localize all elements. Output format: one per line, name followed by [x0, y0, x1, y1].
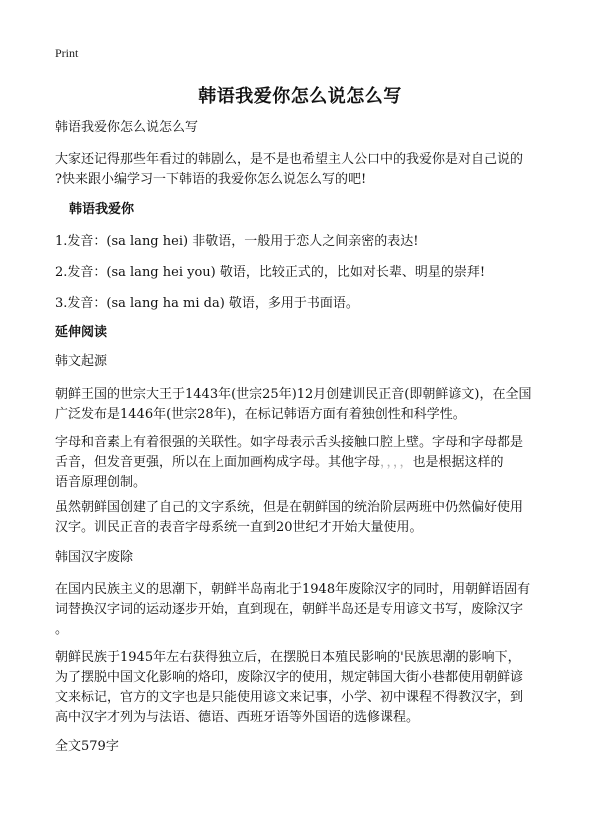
- section-heading: 韩语我爱你: [69, 202, 135, 217]
- abolish-p2-line-1: 朝鲜民族于1945年左右获得独立后，在摆脱日本殖民影响的'民族思潮的影响下，: [55, 650, 521, 665]
- intro-line-2: ?快来跟小编学习一下韩语的我爱你怎么说怎么写的吧!: [55, 172, 367, 187]
- intro-line-1: 大家还记得那些年看过的韩剧么，是不是也希望主人公口中的我爱你是对自己说的: [55, 152, 524, 167]
- origin-p2-line-2-dots: ，，，，: [380, 455, 413, 470]
- abolish-paragraph-2: [55, 648, 547, 728]
- origin-p1-line-2: 广泛发布是1446年(世宗28年)，在标记韩语方面有着独创性和科学性。: [55, 407, 466, 422]
- origin-p2-line-1: 字母和音素上有着很强的关联性。如字母表示舌头接触口腔上壁。字母和字母都是: [55, 435, 524, 450]
- page-title: 韩语我爱你怎么说怎么写: [198, 86, 402, 107]
- abolish-p1-line-1: 在国内民族主义的思潮下，朝鲜半岛南北于1948年废除汉字的同时，用朝鲜语固有: [55, 582, 531, 597]
- origin-p2-line-2-b: 也是根据这样的: [412, 455, 504, 470]
- origin-paragraph-3: [55, 498, 547, 538]
- print-link[interactable]: Print: [55, 46, 79, 60]
- list-item-1: 1.发音：(sa lang hei) 非敬语，一般用于恋人之间亲密的表达!: [55, 234, 419, 249]
- list-item-2: 2.发音：(sa lang hei you) 敬语，比较正式的，比如对长辈、明星的崇拜!: [55, 265, 486, 280]
- abolish-p1-line-3: 。: [55, 622, 69, 637]
- extended-reading-heading: 延伸阅读: [55, 325, 108, 340]
- abolish-p2-line-3: 文来标记，官方的文字也是只能使用谚文来记事，小学、初中课程不得教汉字，到: [55, 690, 524, 705]
- origin-p3-line-1: 虽然朝鲜国创建了自己的文字系统，但是在朝鲜国的统治阶层两班中仍然偏好使用: [55, 500, 524, 515]
- word-count: 全文579字: [55, 739, 119, 754]
- origin-p2-line-2-a: 舌音，但发音更强，所以在上面加画构成字母。其他字母: [55, 455, 381, 470]
- origin-p1-line-1: 朝鲜王国的世宗大王于1443年(世宗25年)12月创建训民正音(即朝鲜谚文)，在全国: [55, 387, 532, 402]
- abolish-p2-line-2: 为了摆脱中国文化影响的烙印，废除汉字的使用，规定韩国大街小巷都使用朝鲜谚: [55, 670, 524, 685]
- origin-p3-line-2: 汉字。训民正音的表音字母系统一直到20世纪才开始大量使用。: [55, 520, 423, 535]
- origin-paragraph-2: [55, 433, 547, 493]
- origin-paragraph-1: [55, 385, 547, 425]
- origin-p2-line-2: [55, 453, 547, 473]
- abolish-p1-line-2: 词替换汉字词的运动逐步开始，直到现在，朝鲜半岛还是专用谚文书写，废除汉字: [55, 602, 524, 617]
- subtitle: 韩语我爱你怎么说怎么写: [55, 120, 199, 135]
- list-item-3: 3.发音：(sa lang ha mi da) 敬语，多用于书面语。: [55, 296, 359, 311]
- abolish-heading: 韩国汉字废除: [55, 550, 134, 565]
- abolish-paragraph-1: [55, 580, 547, 640]
- origin-heading: 韩文起源: [55, 354, 108, 369]
- abolish-p2-line-4: 高中汉字才列为与法语、德语、西班牙语等外国语的选修课程。: [55, 710, 420, 725]
- origin-p2-line-3: 语音原理创制。: [55, 475, 147, 490]
- intro-paragraph: [55, 150, 547, 190]
